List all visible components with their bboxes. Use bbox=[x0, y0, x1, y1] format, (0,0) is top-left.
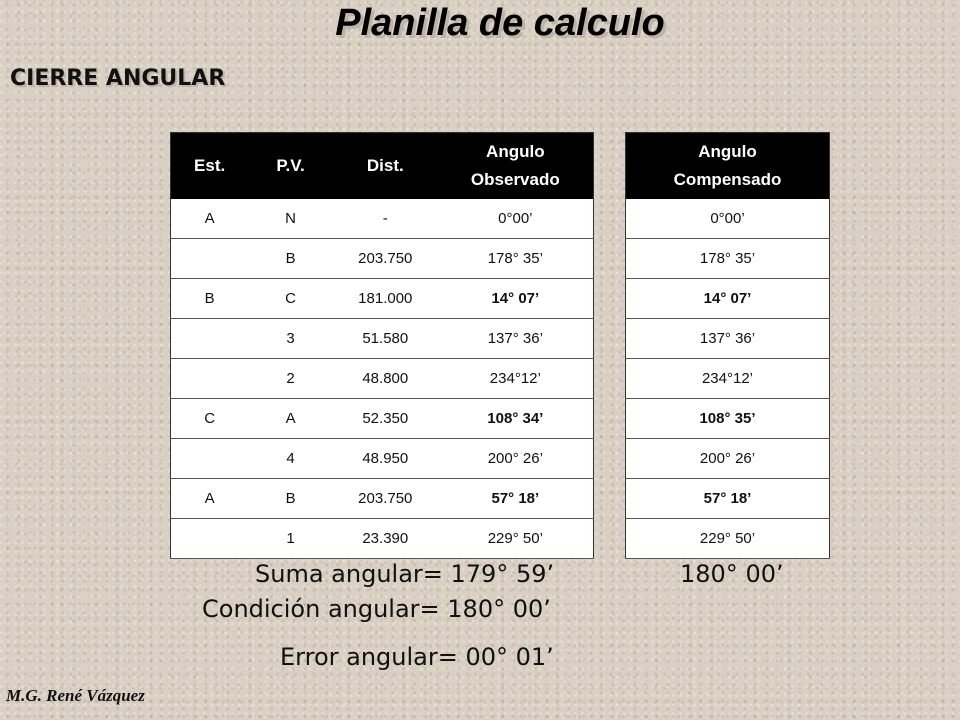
cell-pv: 1 bbox=[248, 519, 333, 559]
cell-angle: 137° 36’ bbox=[438, 319, 594, 359]
header-angulo-observado bbox=[438, 133, 594, 200]
cell-angle: 57° 18’ bbox=[438, 479, 594, 519]
table-row bbox=[171, 359, 594, 399]
cell-angle-comp: 229° 50’ bbox=[626, 519, 830, 559]
cell-est: A bbox=[171, 479, 249, 519]
error-angular: Error angular= 00° 01’ bbox=[280, 643, 554, 671]
condicion-angular: Condición angular= 180° 00’ bbox=[202, 595, 551, 623]
table-row bbox=[171, 319, 594, 359]
cell-angle-comp: 14° 07’ bbox=[626, 279, 830, 319]
cell-dist: - bbox=[333, 199, 438, 239]
cell-est: A bbox=[171, 199, 249, 239]
cell-dist: 48.800 bbox=[333, 359, 438, 399]
cell-est bbox=[171, 239, 249, 279]
table-row bbox=[171, 519, 594, 559]
cell-pv: 2 bbox=[248, 359, 333, 399]
cell-pv: N bbox=[248, 199, 333, 239]
cell-dist: 203.750 bbox=[333, 239, 438, 279]
table-row bbox=[626, 279, 830, 319]
observed-angles-table bbox=[170, 132, 594, 559]
cell-dist: 203.750 bbox=[333, 479, 438, 519]
cell-angle: 14° 07’ bbox=[438, 279, 594, 319]
suma-angular: Suma angular= 179° 59’ bbox=[255, 560, 555, 588]
table-row bbox=[626, 399, 830, 439]
cell-angle: 0°00’ bbox=[438, 199, 594, 239]
cell-dist: 23.390 bbox=[333, 519, 438, 559]
cell-angle-comp: 57° 18’ bbox=[626, 479, 830, 519]
header-angulo-compensado-text: Angulo Compensado bbox=[673, 142, 782, 189]
table-row bbox=[626, 199, 830, 239]
page-title: Planilla de calculo bbox=[335, 2, 665, 44]
cell-dist: 52.350 bbox=[333, 399, 438, 439]
table-row bbox=[171, 279, 594, 319]
cell-pv: 4 bbox=[248, 439, 333, 479]
suma-angular-compensada: 180° 00’ bbox=[680, 560, 784, 588]
author-credit: M.G. René Vázquez bbox=[6, 686, 145, 705]
cell-est bbox=[171, 519, 249, 559]
header-dist: Dist. bbox=[333, 133, 438, 200]
cell-est: C bbox=[171, 399, 249, 439]
compensated-angles-table bbox=[625, 132, 830, 559]
cell-angle: 200° 26’ bbox=[438, 439, 594, 479]
cell-pv: C bbox=[248, 279, 333, 319]
table-row bbox=[626, 479, 830, 519]
cell-est: B bbox=[171, 279, 249, 319]
cell-pv: A bbox=[248, 399, 333, 439]
table-row bbox=[171, 239, 594, 279]
cell-angle: 178° 35’ bbox=[438, 239, 594, 279]
table-row bbox=[171, 399, 594, 439]
table-row bbox=[171, 439, 594, 479]
cell-angle-comp: 178° 35’ bbox=[626, 239, 830, 279]
header-pv: P.V. bbox=[248, 133, 333, 200]
header-est: Est. bbox=[171, 133, 249, 200]
cell-angle-comp: 0°00’ bbox=[626, 199, 830, 239]
cell-pv: 3 bbox=[248, 319, 333, 359]
table-row bbox=[171, 479, 594, 519]
cell-angle: 229° 50’ bbox=[438, 519, 594, 559]
table-row bbox=[626, 319, 830, 359]
cell-dist: 51.580 bbox=[333, 319, 438, 359]
table-row bbox=[626, 239, 830, 279]
cell-est bbox=[171, 359, 249, 399]
table-header-row bbox=[626, 133, 830, 200]
cell-dist: 48.950 bbox=[333, 439, 438, 479]
cell-est bbox=[171, 439, 249, 479]
cell-angle-comp: 137° 36’ bbox=[626, 319, 830, 359]
section-subtitle: CIERRE ANGULAR bbox=[10, 66, 226, 91]
table-header-row bbox=[171, 133, 594, 200]
cell-pv: B bbox=[248, 479, 333, 519]
table-row bbox=[626, 359, 830, 399]
table-row bbox=[626, 439, 830, 479]
cell-angle-comp: 234°12’ bbox=[626, 359, 830, 399]
cell-angle: 108° 34’ bbox=[438, 399, 594, 439]
cell-angle: 234°12’ bbox=[438, 359, 594, 399]
table-row bbox=[171, 199, 594, 239]
cell-dist: 181.000 bbox=[333, 279, 438, 319]
header-angulo-compensado bbox=[626, 133, 830, 200]
header-angulo-observado-text: Angulo Observado bbox=[470, 142, 560, 189]
table-row bbox=[626, 519, 830, 559]
cell-angle-comp: 108° 35’ bbox=[626, 399, 830, 439]
cell-angle-comp: 200° 26’ bbox=[626, 439, 830, 479]
cell-pv: B bbox=[248, 239, 333, 279]
cell-est bbox=[171, 319, 249, 359]
